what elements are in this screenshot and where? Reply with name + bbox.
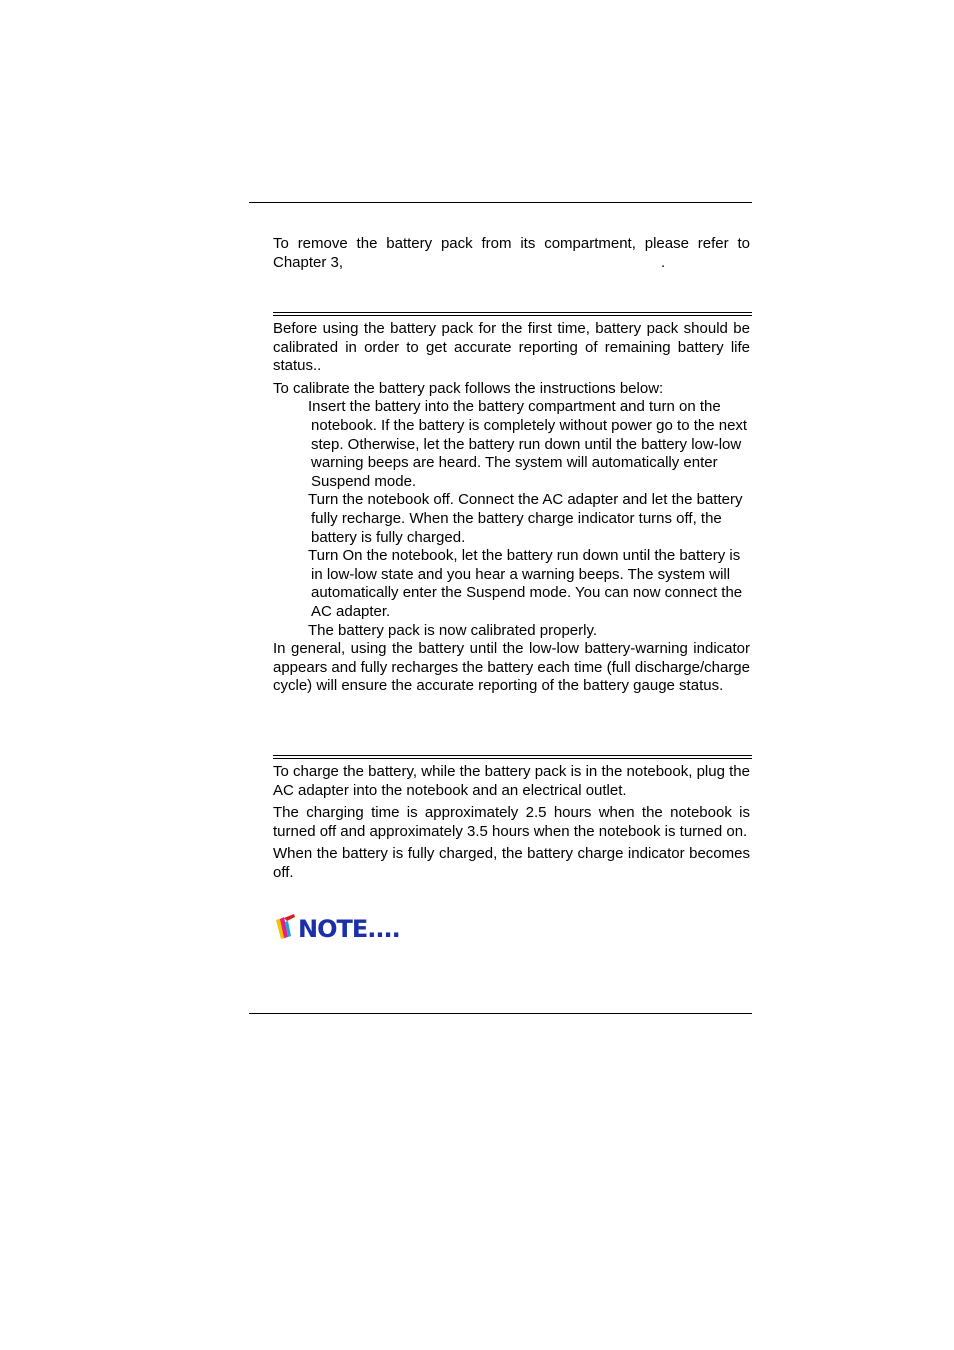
remove-line-1: To remove the battery pack from its compartment, please refer to (273, 235, 750, 252)
note-logo (274, 912, 408, 942)
remove-battery-paragraph (273, 235, 750, 272)
charge-paragraph-2: The charging time is approximately 2.5 hours when the notebook is turned off and approximately 3.5 hours when the notebook is turned on. (273, 804, 750, 840)
calibrate-step-4: The battery pack is now calibrated properly. (308, 621, 598, 639)
note-pen-icon (276, 914, 295, 939)
calibrate-lead: To calibrate the battery pack follows the instructions below: (273, 379, 664, 397)
calibrate-section (273, 320, 750, 696)
chapter-reference: Chapter 3, (273, 253, 344, 271)
calibrate-step-3: Turn On the notebook, let the battery run down until the battery is in low-low state and you hear a warning beeps. The system will automatically enter the Suspend mode. You can now connect the AC adapter. (308, 547, 743, 620)
note-logo-text: NOTE.... (298, 915, 400, 942)
calibrate-step-1: Insert the battery into the battery compartment and turn on the notebook. If the battery is completely without power go to the next step. Otherwise, let the battery run down until the battery low-low warning beeps are heard. The system will automatically enter Suspend mode. (308, 398, 748, 490)
bottom-rule (249, 1013, 752, 1014)
calibrate-closing: In general, using the battery until the low-low battery-warning indicator appears and fully recharges the battery each time (full discharge/charge cycle) will ensure the accurate reporting of the battery gauge status. (273, 640, 750, 695)
calibrate-intro: Before using the battery pack for the first time, battery pack should be calibrated in order to get accurate reporting of remaining battery life status.. (273, 320, 750, 375)
charge-paragraph-1: To charge the battery, while the battery pack is in the notebook, plug the AC adapter into the notebook and an electrical outlet. (273, 763, 750, 799)
calibrate-section-rule (273, 312, 752, 316)
remove-line-2 (273, 254, 750, 273)
top-rule (249, 202, 752, 203)
remove-line-period: . (661, 253, 666, 271)
charge-section (273, 763, 750, 883)
charge-section-rule (273, 755, 752, 759)
charge-paragraph-3: When the battery is fully charged, the battery charge indicator becomes off. (273, 845, 750, 881)
calibrate-step-2: Turn the notebook off. Connect the AC adapter and let the battery fully recharge. When the battery charge indicator turns off, the battery is fully charged. (308, 491, 743, 546)
